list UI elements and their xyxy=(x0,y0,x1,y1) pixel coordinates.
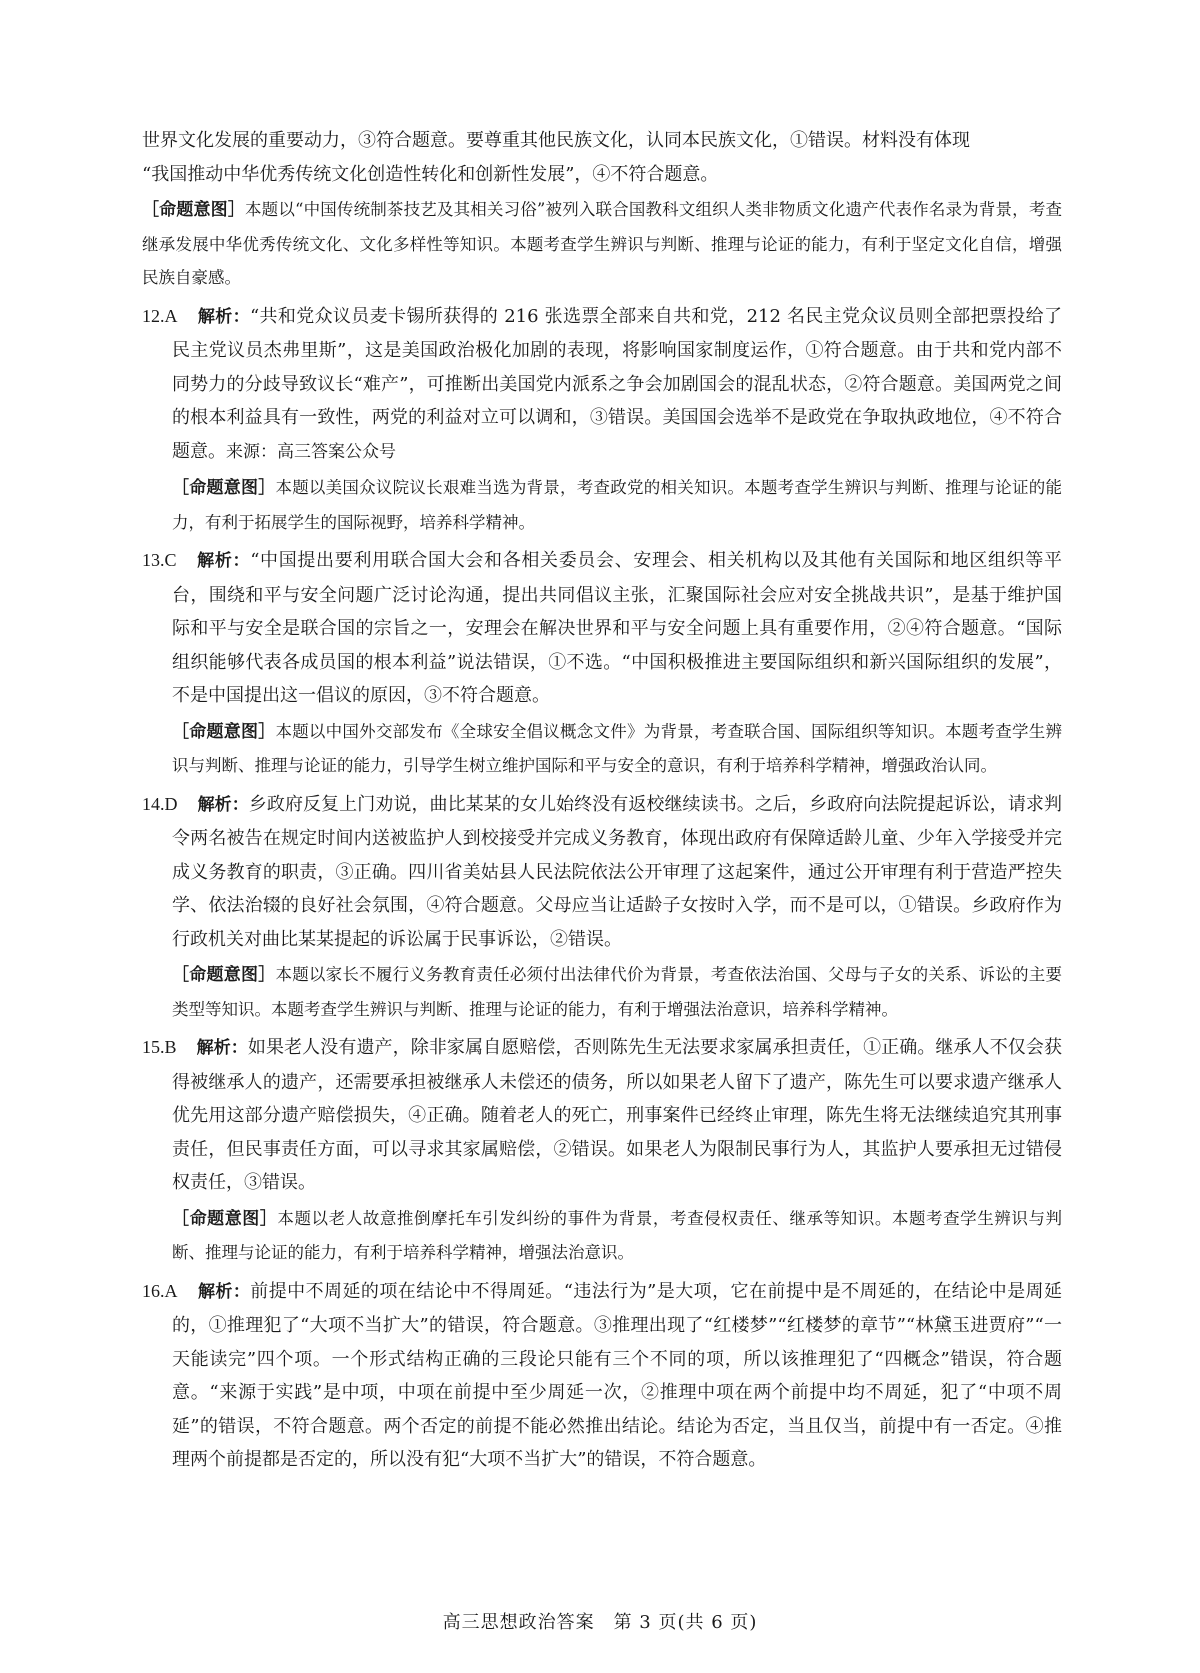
item-number: 15.B xyxy=(142,1037,177,1057)
item-number: 12.A xyxy=(142,305,178,326)
page-footer: 高三思想政治答案 第 3 页(共 6 页) xyxy=(442,1612,758,1633)
answer-item-13 xyxy=(142,544,1062,783)
intro-note xyxy=(142,193,1062,295)
analysis-label: 解析： xyxy=(197,306,250,327)
note-text: 本题以家长不履行义务教育责任必须付出法律代价为背景，考查依法治国、父母与子女的关系、诉讼的主要类型等知识。本题考查学生辨识与判断、推理与论证的能力，有利于增强法治意识，培养科学精神。 xyxy=(172,965,1063,1019)
answer-item-12 xyxy=(142,300,1062,540)
analysis-label: 解析： xyxy=(196,551,251,571)
analysis-label: 解析： xyxy=(197,1281,251,1302)
answer-item-15 xyxy=(142,1031,1062,1270)
note-text: 本题以“中国传统制茶技艺及其相关习俗”被列入联合国教科文组织人类非物质文化遗产代表作名录为背景，考查继承发展中华优秀传统文化、文化多样性等知识。本题考查学生辨识与判断、推理与论证的能力，有利于坚定文化自信，增强民族自豪感。 xyxy=(142,200,1063,287)
answer-item-16 xyxy=(142,1275,1062,1477)
analysis-text: 前提中不周延的项在结论中不得周延。“违法行为”是大项，它在前提中是不周延的，在结论中是周延的，①推理犯了“大项不当扩大”的错误，符合题意。③推理出现了“红楼梦”“红楼梦的章节”“林黛玉进贾府”“一天能读完”四个项。一个形式结构正确的三段论只能有三个不同的项，所以该推理犯了“四概念”错误，符合题意。“来源于实践”是中项，中项在前提中至少周延一次，②推理中项在两个前提中均不周延，犯了“中项不周延”的错误，不符合题意。两个否定的前提不能必然推出结论。结论为否定，当且仅当，前提中有一否定。④推理两个前提都是否定的，所以没有犯“大项不当扩大”的错误，不符合题意。 xyxy=(172,1280,1063,1470)
note-text: 本题以老人故意推倒摩托车引发纠纷的事件为背景，考查侵权责任、继承等知识。本题考查学生辨识与判断、推理与论证的能力，有利于培养科学精神，增强法治意识。 xyxy=(172,1208,1063,1262)
item-analysis xyxy=(142,544,1062,713)
note-tag: ［命题意图］ xyxy=(172,1208,278,1229)
item-note xyxy=(142,1202,1062,1270)
note-tag: ［命题意图］ xyxy=(172,721,276,742)
intro-line-1: 世界文化发展的重要动力，③符合题意。要尊重其他民族文化，认同本民族文化，①错误。材料没有体现 xyxy=(142,130,970,151)
note-tag: ［命题意图］ xyxy=(142,200,245,220)
item-note xyxy=(142,958,1062,1026)
item-analysis xyxy=(142,1031,1062,1200)
item-number: 16.A xyxy=(142,1280,178,1301)
item-note xyxy=(142,715,1062,783)
item-number: 13.C xyxy=(142,550,177,570)
intro-line-2: “我国推动中华优秀传统文化创造性转化和创新性发展”，④不符合题意。 xyxy=(142,163,719,185)
page-content xyxy=(142,124,1062,1477)
item-note xyxy=(142,471,1062,539)
analysis-text: “共和党众议员麦卡锡所获得的 216 张选票全部来自共和党，212 名民主党众议员则全部把票投给了民主党议员杰弗里斯”，这是美国政治极化加剧的表现，将影响国家制度运作，①符合题意。由于共和党内部不同势力的分歧导致议长“难产”，可推断出美国党内派系之争会加剧国会的混乱状态，②符合题意。美国两党之间的根本利益具有一致性，两党的利益对立可以调和，③错误。美国国会选举不是政党在争取执政地位，④不符合题意。 xyxy=(172,305,1063,462)
analysis-label: 解析： xyxy=(197,794,249,815)
item-analysis xyxy=(142,788,1062,957)
note-text: 本题以美国众议院议长艰难当选为背景，考查政党的相关知识。本题考查学生辨识与判断、推理与论证的能力，有利于拓展学生的国际视野，培养科学精神。 xyxy=(172,478,1063,532)
item-number: 14.D xyxy=(142,793,178,814)
answer-item-14 xyxy=(142,788,1062,1027)
source-text: 来源：高三答案公众号 xyxy=(226,441,396,462)
analysis-label: 解析： xyxy=(196,1038,248,1058)
note-tag: ［命题意图］ xyxy=(172,478,276,498)
intro-block xyxy=(142,124,1062,295)
analysis-text: 乡政府反复上门劝说，曲比某某的女儿始终没有返校继续读书。之后，乡政府向法院提起诉讼，请求判令两名被告在规定时间内送被监护人到校接受并完成义务教育，体现出政府有保障适龄儿童、少年入学接受并完成义务教育的职责，③正确。四川省美姑县人民法院依法公开审理了这起案件，通过公开审理有利于营造严控失学、依法治辍的良好社会氛围，④符合题意。父母应当让适龄子女按时入学，而不是可以，①错误。乡政府作为行政机关对曲比某某提起的诉讼属于民事诉讼，②错误。 xyxy=(172,793,1063,950)
item-analysis xyxy=(142,1275,1062,1477)
analysis-text: 如果老人没有遗产，除非家属自愿赔偿，否则陈先生无法要求家属承担责任，①正确。继承人不仅会获得被继承人的遗产，还需要承担被继承人未偿还的债务，所以如果老人留下了遗产，陈先生可以要求遗产继承人优先用这部分遗产赔偿损失，④正确。随着老人的死亡，刑事案件已经终止审理，陈先生将无法继续追究其刑事责任，但民事责任方面，可以寻求其家属赔偿，②错误。如果老人为限制民事行为人，其监护人要承担无过错侵权责任，③错误。 xyxy=(172,1037,1062,1193)
note-text: 本题以中国外交部发布《全球安全倡议概念文件》为背景，考查联合国、国际组织等知识。本题考查学生辨识与判断、推理与论证的能力，引导学生树立维护国际和平与安全的意识，有利于培养科学精神，增强政治认同。 xyxy=(172,721,1063,775)
item-analysis xyxy=(142,300,1062,470)
note-tag: ［命题意图］ xyxy=(172,965,276,985)
analysis-text: “中国提出要利用联合国大会和各相关委员会、安理会、相关机构以及其他有关国际和地区组织等平台，围绕和平与安全问题广泛讨论沟通，提出共同倡议主张，汇聚国际社会应对安全挑战共识”，是基于维护国际和平与安全是联合国的宗旨之一，安理会在解决世界和平与安全问题上具有重要作用，②④符合题意。“国际组织能够代表各成员国的根本利益”说法错误，①不选。“中国积极推进主要国际组织和新兴国际组织的发展”，不是中国提出这一倡议的原因，③不符合题意。 xyxy=(172,550,1063,706)
